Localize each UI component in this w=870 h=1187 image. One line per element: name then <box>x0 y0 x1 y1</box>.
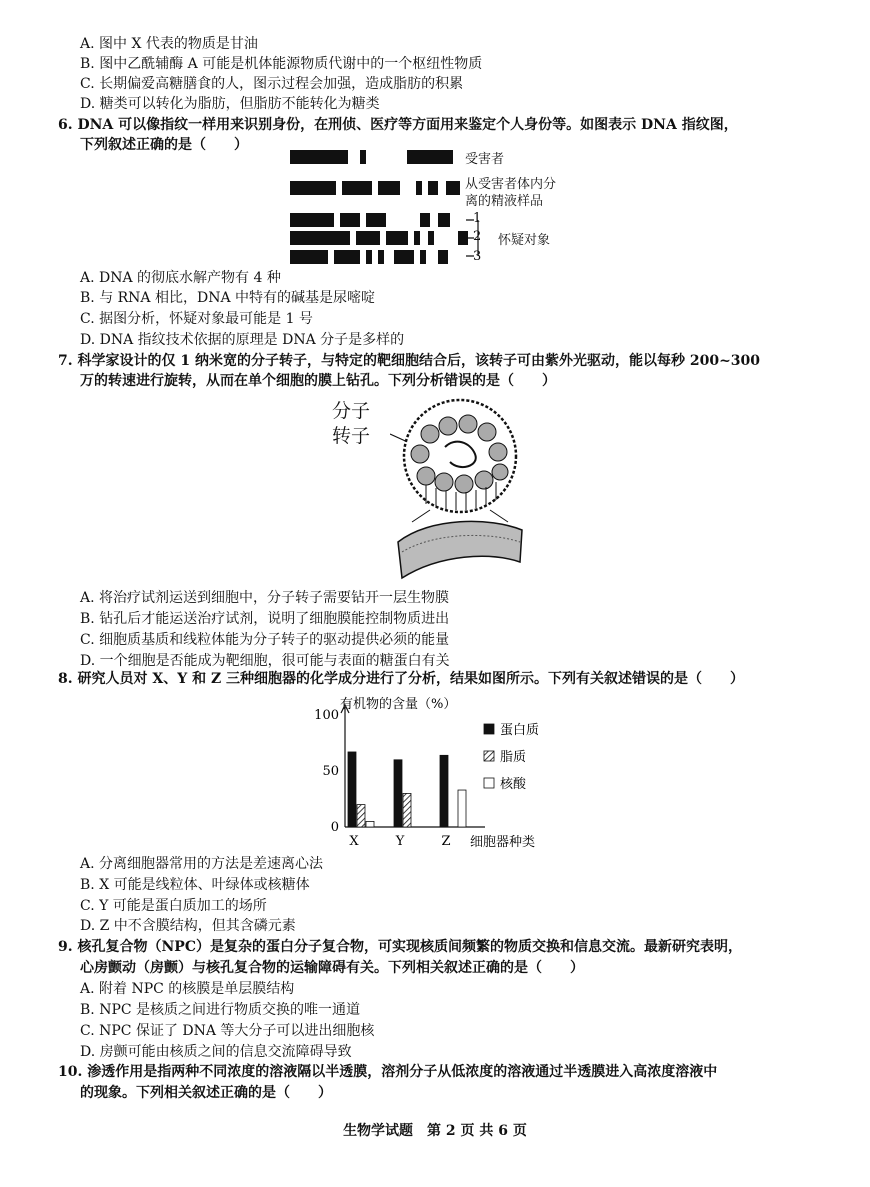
q10-stem-line2: 的现象。下列相关叙述正确的是（ ） <box>80 1085 332 1101</box>
q9-option-d: D. 房颤可能由核质之间的信息交流障碍导致 <box>80 1044 352 1060</box>
gel-band <box>290 150 348 164</box>
q7-option-a: A. 将治疗试剂运送到细胞中，分子转子需要钻开一层生物膜 <box>80 590 450 606</box>
molecular-rotor-membrane-image <box>390 392 530 590</box>
gel-band <box>416 181 422 195</box>
legend-label: 蛋白质 <box>500 723 540 738</box>
x-axis-label: 细胞器种类 <box>470 835 536 850</box>
q5-option-d: D. 糖类可以转化为脂肪，但脂肪不能转化为糖类 <box>80 96 380 112</box>
legend-label: 脂质 <box>500 750 527 765</box>
q9-option-c: C. NPC 保证了 DNA 等大分子可以进出细胞核 <box>80 1023 375 1039</box>
victim-label: 受害者 <box>465 152 505 167</box>
gel-band <box>342 181 372 195</box>
q8-option-a: A. 分离细胞器常用的方法是差速离心法 <box>80 856 324 872</box>
q5-option-b: B. 图中乙酰辅酶 A 可能是机体能源物质代谢中的一个枢纽性物质 <box>80 56 483 72</box>
gel-band <box>366 250 372 264</box>
sample-label-line2: 离的精液样品 <box>465 194 544 209</box>
q6-option-d: D. DNA 指纹技术依据的原理是 DNA 分子是多样的 <box>80 332 405 348</box>
gel-band <box>446 181 460 195</box>
q8-option-c: C. Y 可能是蛋白质加工的场所 <box>80 898 267 914</box>
gel-band <box>290 181 336 195</box>
sample-label-line1: 从受害者体内分 <box>465 177 557 192</box>
q6-stem-line1: 6. DNA 可以像指纹一样用来识别身份，在刑侦、医疗等方面用来鉴定个人身份等。如图表示 DNA 指纹图， <box>58 117 738 133</box>
gel-band <box>407 150 453 164</box>
x-tick-label: X <box>349 834 359 849</box>
legend-label: 核酸 <box>500 777 527 792</box>
q6-option-c: C. 据图分析，怀疑对象最可能是 1 号 <box>80 311 313 327</box>
x-tick-label: Z <box>441 834 451 849</box>
bar-Y-脂质 <box>403 793 411 827</box>
legend-swatch <box>484 724 494 734</box>
gel-band <box>438 250 448 264</box>
gel-band <box>290 231 350 245</box>
legend-swatch <box>484 751 494 761</box>
q7-stem-line1: 7. 科学家设计的仅 1 纳米宽的分子转子，与特定的靶细胞结合后，该转子可由紫外光驱动，能以每秒 200~300 <box>58 353 761 369</box>
bar-X-蛋白质 <box>348 752 356 827</box>
gel-band <box>428 231 434 245</box>
q5-option-c: C. 长期偏爱高糖膳食的人，图示过程会加强，造成脂肪的积累 <box>80 76 464 92</box>
gel-band <box>438 213 450 227</box>
gel-band <box>290 250 328 264</box>
q6-option-b: B. 与 RNA 相比，DNA 中特有的碱基是尿嘧啶 <box>80 290 376 306</box>
gel-band <box>340 213 360 227</box>
bar-X-脂质 <box>357 805 365 827</box>
gel-band <box>366 213 386 227</box>
suspects-label: 怀疑对象 <box>498 233 551 248</box>
bar-Z-核酸 <box>458 790 466 827</box>
gel-band <box>420 213 430 227</box>
q9-stem-line1: 9. 核孔复合物（NPC）是复杂的蛋白分子复合物，可实现核质间频繁的物质交换和信息交流。最新研究表明， <box>58 939 742 955</box>
y-tick-label: 50 <box>322 764 339 779</box>
gel-band <box>394 250 414 264</box>
organelle-composition-chart <box>300 690 580 850</box>
q7-option-d: D. 一个细胞是否能成为靶细胞，很可能与表面的糖蛋白有关 <box>80 653 450 669</box>
rotor-label-line2: 转子 <box>332 425 371 447</box>
suspect-3-number: 3 <box>473 249 482 264</box>
bar-Y-蛋白质 <box>394 760 402 827</box>
y-axis-label: 有机物的含量（%） <box>340 697 457 712</box>
bar-X-核酸 <box>366 821 374 827</box>
gel-band <box>428 181 438 195</box>
q8-option-b: B. X 可能是线粒体、叶绿体或核糖体 <box>80 877 310 893</box>
suspect-2-number: 2 <box>473 229 482 244</box>
q6-stem-line2: 下列叙述正确的是（ ） <box>80 137 248 153</box>
gel-band <box>386 231 408 245</box>
gel-band <box>356 231 380 245</box>
gel-band <box>420 250 426 264</box>
q9-option-b: B. NPC 是核质之间进行物质交换的唯一通道 <box>80 1002 361 1018</box>
q8-stem: 8. 研究人员对 X、Y 和 Z 三种细胞器的化学成分进行了分析，结果如图所示。下列有关叙述错误的是（ ） <box>58 671 745 687</box>
legend-swatch <box>484 778 494 788</box>
q10-stem-line1: 10. 渗透作用是指两种不同浓度的溶液隔以半透膜，溶剂分子从低浓度的溶液通过半透膜进入高浓度溶液中 <box>58 1064 718 1080</box>
gel-band <box>334 250 360 264</box>
q9-option-a: A. 附着 NPC 的核膜是单层膜结构 <box>80 981 295 997</box>
y-tick-label: 100 <box>314 708 339 723</box>
gel-band <box>414 231 420 245</box>
q6-option-a: A. DNA 的彻底水解产物有 4 种 <box>80 270 281 286</box>
gel-band <box>360 150 366 164</box>
gel-band <box>378 181 400 195</box>
q7-stem-line2: 万的转速进行旋转，从而在单个细胞的膜上钻孔。下列分析错误的是（ ） <box>80 373 556 389</box>
q7-option-c: C. 细胞质基质和线粒体能为分子转子的驱动提供必须的能量 <box>80 632 450 648</box>
gel-band <box>378 250 384 264</box>
rotor-label-line1: 分子 <box>332 400 371 422</box>
bar-Z-蛋白质 <box>440 755 448 827</box>
q5-option-a: A. 图中 X 代表的物质是甘油 <box>80 36 258 52</box>
q8-option-d: D. Z 中不含膜结构，但其含磷元素 <box>80 918 296 934</box>
q7-option-b: B. 钻孔后才能运送治疗试剂，说明了细胞膜能控制物质进出 <box>80 611 450 627</box>
x-tick-label: Y <box>395 834 405 849</box>
suspect-1-number: 1 <box>473 211 482 226</box>
page-footer: 生物学试题 第 2 页 共 6 页 <box>343 1123 527 1139</box>
q9-stem-line2: 心房颤动（房颤）与核孔复合物的运输障碍有关。下列相关叙述正确的是（ ） <box>80 960 584 976</box>
y-tick-label: 0 <box>330 820 339 835</box>
gel-band <box>290 213 334 227</box>
